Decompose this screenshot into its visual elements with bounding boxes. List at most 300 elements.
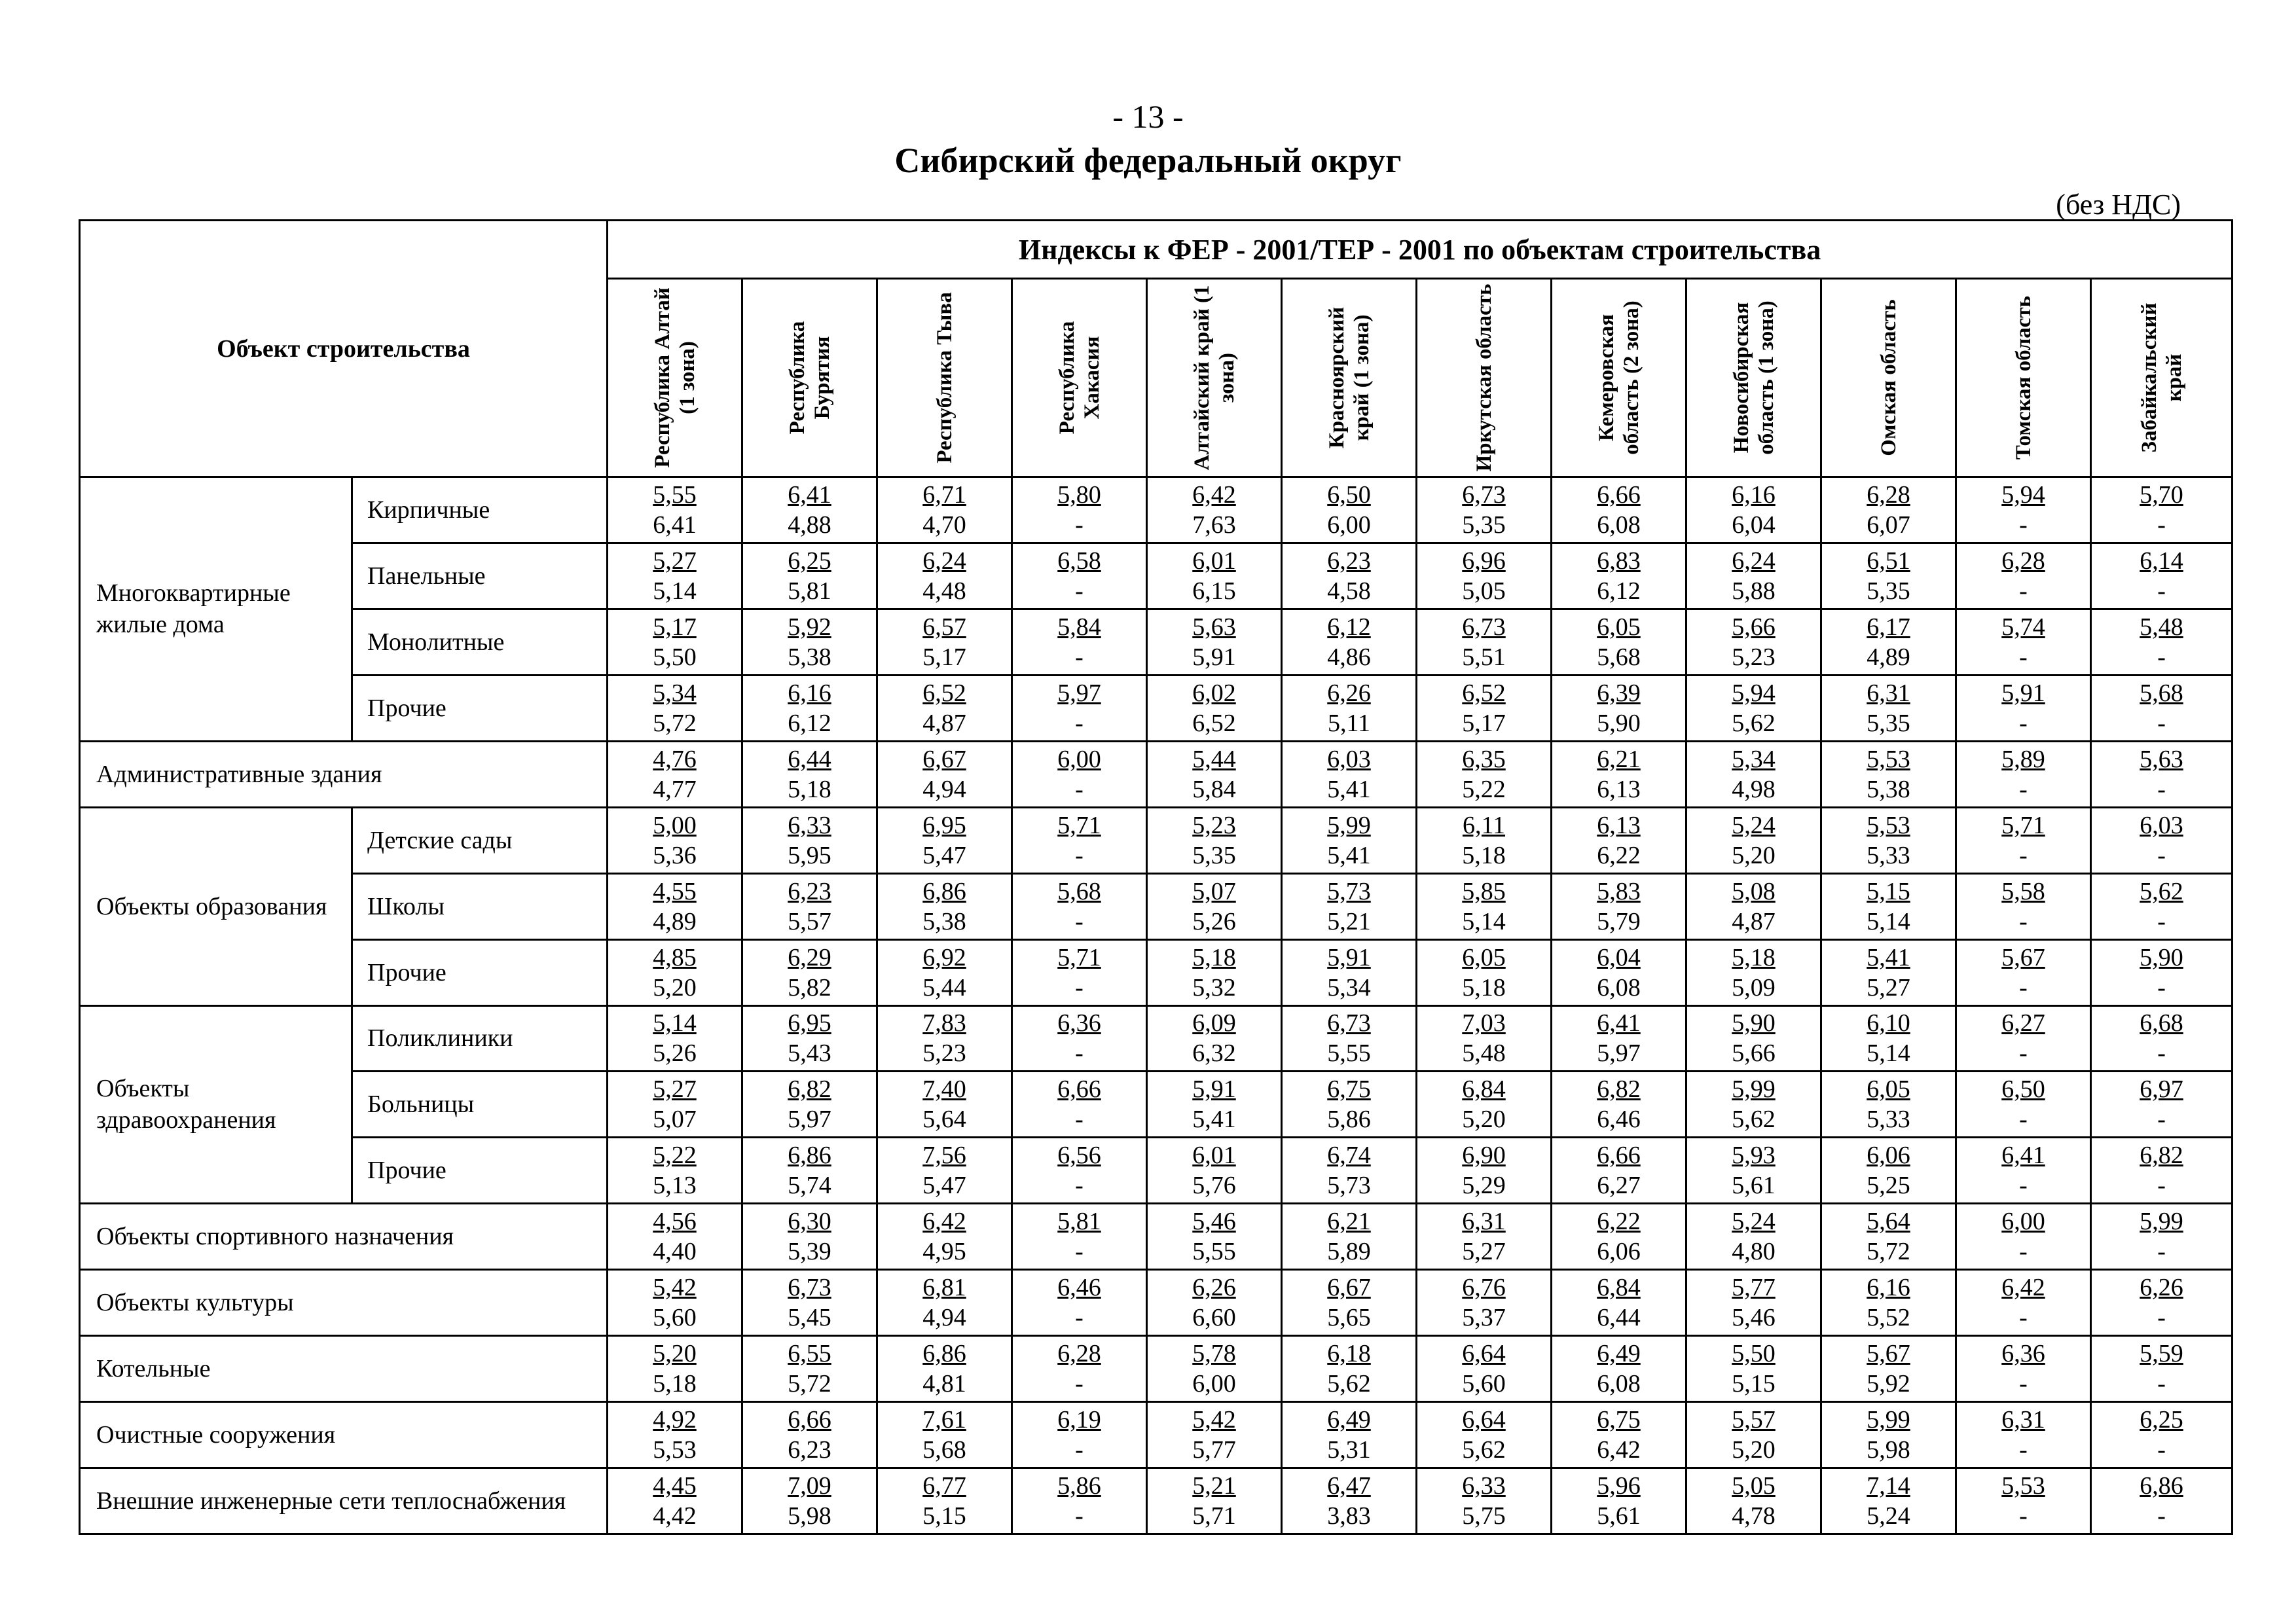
index-value-top: 6,58 [1057, 547, 1101, 575]
index-value-bottom: 5,29 [1462, 1172, 1506, 1200]
index-cell [1012, 609, 1147, 675]
index-value-top: 6,28 [1057, 1340, 1101, 1368]
index-value-bottom: 6,52 [1192, 709, 1236, 737]
index-value-top: 4,92 [653, 1406, 697, 1434]
index-cell [1012, 1072, 1147, 1138]
index-value-top: 5,58 [2001, 877, 2045, 905]
region-label: Алтайский край (1 зона) [1190, 285, 1239, 471]
index-value-bottom: 5,20 [653, 973, 697, 1001]
index-value-bottom: 4,94 [922, 1304, 966, 1332]
index-value-bottom: 4,86 [1327, 643, 1371, 671]
index-value-bottom: 6,22 [1597, 841, 1641, 869]
index-cell [608, 609, 742, 675]
object-label: Объекты культуры [80, 1270, 608, 1336]
region-header [877, 279, 1012, 477]
index-value-bottom: 5,55 [1327, 1039, 1371, 1068]
index-value-bottom: 5,05 [1462, 577, 1506, 605]
index-value-top: 7,83 [922, 1009, 966, 1038]
index-value-bottom: 5,25 [1867, 1172, 1910, 1200]
index-cell [608, 477, 742, 543]
index-value-top: 6,74 [1327, 1142, 1371, 1170]
index-value-bottom: 5,14 [1867, 1039, 1910, 1068]
table-row [80, 609, 2232, 675]
index-cell [1282, 1005, 1417, 1072]
index-value-top: 6,36 [2001, 1340, 2045, 1368]
index-cell [2091, 1138, 2232, 1204]
index-value-bottom: 5,39 [788, 1238, 831, 1266]
index-value-bottom: 5,57 [788, 907, 831, 935]
table-row [80, 939, 2232, 1005]
index-value-top: 5,84 [1057, 613, 1101, 641]
index-value-bottom: 4,42 [653, 1502, 697, 1530]
index-cell [2091, 939, 2232, 1005]
index-value-top: 5,42 [1192, 1406, 1236, 1434]
index-value-top: 6,42 [922, 1208, 966, 1236]
index-value-bottom: - [1075, 1370, 1084, 1398]
index-value-top: 6,73 [1462, 613, 1506, 641]
index-cell [608, 807, 742, 873]
index-cell [1012, 1468, 1147, 1534]
index-cell [2091, 543, 2232, 609]
index-value-bottom: 4,48 [922, 577, 966, 605]
index-value-bottom: 6,13 [1597, 775, 1641, 803]
index-value-bottom: - [2019, 775, 2028, 803]
object-label: Очистные сооружения [80, 1402, 608, 1468]
region-label: Красноярский край (1 зона) [1324, 306, 1374, 449]
index-value-top: 5,64 [1867, 1208, 1910, 1236]
index-value-top: 6,73 [1462, 480, 1506, 509]
index-value-bottom: 4,77 [653, 775, 697, 803]
index-value-top: 5,71 [1057, 943, 1101, 971]
index-value-top: 5,92 [788, 613, 831, 641]
index-cell [608, 741, 742, 807]
index-value-bottom: - [2157, 1436, 2166, 1464]
index-value-top: 5,55 [653, 480, 697, 509]
index-value-bottom: - [2157, 775, 2166, 803]
index-value-top: 5,15 [1867, 877, 1910, 905]
index-cell [1552, 873, 1686, 939]
index-cell [1012, 675, 1147, 741]
index-value-top: 6,64 [1462, 1340, 1506, 1368]
index-value-top: 5,71 [2001, 811, 2045, 839]
index-cell [1956, 477, 2091, 543]
index-value-top: 6,03 [1327, 745, 1371, 773]
index-cell [608, 1005, 742, 1072]
index-value-top: 6,19 [1057, 1406, 1101, 1434]
region-header [1282, 279, 1417, 477]
region-label: Забайкальский край [2137, 302, 2186, 453]
index-value-bottom: 5,95 [788, 841, 831, 869]
index-cell [742, 477, 877, 543]
index-value-top: 6,03 [2140, 811, 2183, 839]
index-cell [1552, 1138, 1686, 1204]
index-value-bottom: 5,72 [788, 1370, 831, 1398]
index-value-bottom: 6,07 [1867, 511, 1910, 539]
index-cell [1552, 1468, 1686, 1534]
index-value-top: 6,17 [1867, 613, 1910, 641]
index-cell [1956, 873, 2091, 939]
index-value-top: 5,80 [1057, 480, 1101, 509]
index-cell [1956, 675, 2091, 741]
index-cell [1956, 807, 2091, 873]
index-cell [877, 939, 1012, 1005]
index-cell [1012, 1005, 1147, 1072]
index-cell [1417, 939, 1552, 1005]
index-cell [1956, 1270, 2091, 1336]
index-value-top: 5,99 [2140, 1208, 2183, 1236]
index-value-bottom: 4,94 [922, 775, 966, 803]
index-value-bottom: 5,72 [1867, 1238, 1910, 1266]
index-value-bottom: - [2019, 1238, 2028, 1266]
region-label: Республика Бурятия [785, 321, 834, 435]
index-value-bottom: 6,04 [1732, 511, 1776, 539]
index-cell [877, 1270, 1012, 1336]
index-value-top: 6,09 [1192, 1009, 1236, 1038]
index-cell [1956, 741, 2091, 807]
index-cell [1821, 1468, 1956, 1534]
index-cell [1417, 807, 1552, 873]
index-value-bottom: 5,37 [1462, 1304, 1506, 1332]
index-cell [1552, 609, 1686, 675]
index-cell [1147, 543, 1282, 609]
index-cell [1956, 609, 2091, 675]
index-value-bottom: 4,58 [1327, 577, 1371, 605]
page-title: Сибирский федеральный округ [894, 141, 1402, 180]
index-value-top: 6,84 [1462, 1075, 1506, 1104]
index-value-top: 5,68 [2140, 679, 2183, 707]
index-value-top: 5,67 [1867, 1340, 1910, 1368]
index-value-top: 6,18 [1327, 1340, 1371, 1368]
index-value-top: 6,28 [1867, 480, 1910, 509]
index-value-bottom: 5,34 [1327, 973, 1371, 1001]
index-value-top: 6,66 [1597, 480, 1641, 509]
index-cell [1417, 1468, 1552, 1534]
index-value-bottom: 5,35 [1867, 577, 1910, 605]
index-cell [877, 1138, 1012, 1204]
index-value-bottom: 5,92 [1867, 1370, 1910, 1398]
index-cell [1012, 1204, 1147, 1270]
index-value-bottom: 5,60 [653, 1304, 697, 1332]
index-value-bottom: 5,43 [788, 1039, 831, 1068]
index-cell [877, 477, 1012, 543]
index-value-top: 6,82 [2140, 1142, 2183, 1170]
index-cell [1147, 1402, 1282, 1468]
index-value-top: 5,00 [653, 811, 697, 839]
index-value-bottom: 5,14 [1462, 907, 1506, 935]
index-value-bottom: 5,18 [788, 775, 831, 803]
index-value-bottom: 6,44 [1597, 1304, 1641, 1332]
index-cell [1282, 1138, 1417, 1204]
index-value-top: 5,96 [1597, 1472, 1641, 1500]
index-value-bottom: - [1075, 1172, 1084, 1200]
index-value-bottom: - [2157, 643, 2166, 671]
index-value-top: 6,00 [2001, 1208, 2045, 1236]
index-value-bottom: 5,41 [1192, 1106, 1236, 1134]
index-value-top: 5,53 [1867, 811, 1910, 839]
index-value-bottom: 5,11 [1327, 709, 1371, 737]
index-value-bottom: 5,15 [1732, 1370, 1776, 1398]
index-value-top: 6,23 [1327, 547, 1371, 575]
index-value-bottom: 5,17 [922, 643, 966, 671]
index-value-top: 6,05 [1867, 1075, 1910, 1104]
index-cell [1012, 873, 1147, 939]
index-cell [1417, 873, 1552, 939]
table-row [80, 873, 2232, 939]
index-value-top: 4,55 [653, 877, 697, 905]
vat-note: (без НДС) [2056, 189, 2181, 221]
index-value-bottom: - [2019, 1502, 2028, 1530]
index-value-bottom: 5,90 [1597, 709, 1641, 737]
index-cell [1147, 675, 1282, 741]
index-cell [1552, 741, 1686, 807]
index-value-top: 6,75 [1327, 1075, 1371, 1104]
index-value-top: 6,21 [1327, 1208, 1371, 1236]
index-cell [2091, 1468, 2232, 1534]
object-header: Объект строительства [80, 221, 608, 477]
index-value-top: 6,51 [1867, 547, 1910, 575]
index-cell [608, 1270, 742, 1336]
index-value-bottom: - [1075, 907, 1084, 935]
index-cell [1012, 1138, 1147, 1204]
index-value-top: 5,85 [1462, 877, 1506, 905]
index-value-bottom: 5,89 [1327, 1238, 1371, 1266]
index-value-top: 5,62 [2140, 877, 2183, 905]
index-value-bottom: 6,06 [1597, 1238, 1641, 1266]
index-value-top: 4,76 [653, 745, 697, 773]
index-cell [1686, 1336, 1821, 1402]
object-group-label: Многоквартирные жилые дома [80, 477, 352, 742]
index-value-bottom: - [2019, 1370, 2028, 1398]
index-value-top: 5,17 [653, 613, 697, 641]
index-cell [2091, 1402, 2232, 1468]
index-value-top: 6,21 [1597, 745, 1641, 773]
index-cell [608, 1072, 742, 1138]
table-row [80, 1204, 2232, 1270]
index-cell [1417, 1005, 1552, 1072]
index-cell [608, 1402, 742, 1468]
index-cell [1552, 1204, 1686, 1270]
index-cell [1417, 675, 1552, 741]
index-value-bottom: 4,40 [653, 1238, 697, 1266]
index-cell [1956, 1468, 2091, 1534]
region-header [1821, 279, 1956, 477]
index-cell [1417, 1402, 1552, 1468]
index-value-top: 6,66 [1057, 1075, 1101, 1104]
index-value-bottom: 6,42 [1597, 1436, 1641, 1464]
object-label: Котельные [80, 1336, 608, 1402]
index-cell [1147, 939, 1282, 1005]
index-value-bottom: 5,88 [1732, 577, 1776, 605]
index-value-top: 7,40 [922, 1075, 966, 1104]
index-cell [1956, 1138, 2091, 1204]
index-cell [1686, 477, 1821, 543]
index-value-bottom: 5,98 [1867, 1436, 1910, 1464]
table-row [80, 1468, 2232, 1534]
index-header: Индексы к ФЕР - 2001/ТЕР - 2001 по объектам строительства [608, 221, 2232, 279]
index-value-bottom: - [1075, 775, 1084, 803]
index-cell [1012, 1402, 1147, 1468]
index-cell [1147, 477, 1282, 543]
index-value-bottom: 5,53 [653, 1436, 697, 1464]
index-cell [877, 741, 1012, 807]
index-value-bottom: 4,80 [1732, 1238, 1776, 1266]
index-value-bottom: - [2157, 709, 2166, 737]
object-group-label: Объекты здравоохранения [80, 1005, 352, 1204]
index-value-bottom: 5,35 [1192, 841, 1236, 869]
index-value-top: 5,63 [1192, 613, 1236, 641]
index-value-bottom: 4,87 [1732, 907, 1776, 935]
index-value-bottom: - [2157, 841, 2166, 869]
index-cell [1686, 1138, 1821, 1204]
index-cell [1282, 741, 1417, 807]
index-value-bottom: 5,98 [788, 1502, 831, 1530]
index-value-bottom: 5,97 [788, 1106, 831, 1134]
index-value-bottom: 5,35 [1867, 709, 1910, 737]
index-value-top: 5,71 [1057, 811, 1101, 839]
index-value-bottom: 5,26 [653, 1039, 697, 1068]
index-cell [2091, 1270, 2232, 1336]
index-value-bottom: 5,86 [1327, 1106, 1371, 1134]
index-value-bottom: 5,15 [922, 1502, 966, 1530]
object-subtype-label: Монолитные [352, 609, 608, 675]
index-cell [1956, 543, 2091, 609]
index-cell [1147, 741, 1282, 807]
index-value-top: 6,23 [788, 877, 831, 905]
index-value-top: 6,66 [788, 1406, 831, 1434]
index-value-bottom: 4,78 [1732, 1502, 1776, 1530]
index-value-top: 6,16 [1732, 480, 1776, 509]
region-label: Омская область [1876, 299, 1901, 456]
region-header [1417, 279, 1552, 477]
index-value-top: 6,68 [2140, 1009, 2183, 1038]
index-value-bottom: 5,41 [1327, 841, 1371, 869]
index-value-top: 5,63 [2140, 745, 2183, 773]
index-cell [1686, 1402, 1821, 1468]
index-cell [1821, 1270, 1956, 1336]
index-value-top: 6,25 [788, 547, 831, 575]
index-value-bottom: 5,61 [1597, 1502, 1641, 1530]
index-value-top: 5,27 [653, 547, 697, 575]
index-cell [1552, 1005, 1686, 1072]
index-cell [2091, 609, 2232, 675]
index-value-top: 5,57 [1732, 1406, 1776, 1434]
index-value-top: 5,34 [1732, 745, 1776, 773]
index-cell [1282, 543, 1417, 609]
index-value-top: 5,91 [1327, 943, 1371, 971]
index-value-top: 6,26 [1192, 1274, 1236, 1302]
index-cell [1552, 939, 1686, 1005]
index-value-top: 6,86 [922, 877, 966, 905]
index-value-bottom: - [2157, 1502, 2166, 1530]
index-value-top: 6,00 [1057, 745, 1101, 773]
table-row [80, 1005, 2232, 1072]
index-cell [1147, 1336, 1282, 1402]
index-cell [2091, 1005, 2232, 1072]
index-value-top: 6,95 [788, 1009, 831, 1038]
index-value-top: 6,36 [1057, 1009, 1101, 1038]
index-value-bottom: - [1075, 1436, 1084, 1464]
index-value-bottom: 6,00 [1327, 511, 1371, 539]
index-value-top: 6,84 [1597, 1274, 1641, 1302]
index-cell [1686, 1072, 1821, 1138]
index-value-top: 6,73 [1327, 1009, 1371, 1038]
index-cell [1147, 873, 1282, 939]
index-cell [1686, 1005, 1821, 1072]
index-cell [1147, 1005, 1282, 1072]
index-cell [2091, 1336, 2232, 1402]
index-value-bottom: 6,41 [653, 511, 697, 539]
index-cell [1417, 543, 1552, 609]
index-value-bottom: 5,48 [1462, 1039, 1506, 1068]
index-value-top: 6,83 [1597, 547, 1641, 575]
index-value-bottom: - [2019, 973, 2028, 1001]
index-value-bottom: 5,14 [1867, 907, 1910, 935]
index-value-bottom: 4,87 [922, 709, 966, 737]
index-value-bottom: - [1075, 1039, 1084, 1068]
index-cell [1956, 1402, 2091, 1468]
index-cell [742, 939, 877, 1005]
index-value-top: 7,56 [922, 1142, 966, 1170]
index-value-top: 5,53 [1867, 745, 1910, 773]
index-cell [1282, 609, 1417, 675]
index-value-bottom: - [1075, 1502, 1084, 1530]
object-subtype-label: Панельные [352, 543, 608, 609]
index-value-top: 6,73 [788, 1274, 831, 1302]
index-value-bottom: 5,71 [1192, 1502, 1236, 1530]
index-cell [1956, 1072, 2091, 1138]
index-cell [742, 1072, 877, 1138]
index-value-top: 6,50 [2001, 1075, 2045, 1104]
index-value-top: 6,12 [1327, 613, 1371, 641]
index-value-top: 6,05 [1462, 943, 1506, 971]
index-cell [1821, 543, 1956, 609]
index-value-top: 6,24 [1732, 547, 1776, 575]
index-value-bottom: 5,18 [1462, 973, 1506, 1001]
index-cell [2091, 675, 2232, 741]
object-subtype-label: Кирпичные [352, 477, 608, 543]
index-cell [1552, 543, 1686, 609]
index-value-bottom: 5,55 [1192, 1238, 1236, 1266]
index-value-bottom: 5,18 [1462, 841, 1506, 869]
index-value-top: 7,03 [1462, 1009, 1506, 1038]
object-subtype-label: Детские сады [352, 807, 608, 873]
index-cell [2091, 807, 2232, 873]
index-cell [1686, 939, 1821, 1005]
index-cell [742, 1336, 877, 1402]
index-value-top: 5,91 [1192, 1075, 1236, 1104]
object-subtype-label: Прочие [352, 939, 608, 1005]
index-cell [608, 543, 742, 609]
index-cell [1821, 873, 1956, 939]
index-value-top: 5,83 [1597, 877, 1641, 905]
index-cell [1012, 741, 1147, 807]
index-value-bottom: 5,38 [1867, 775, 1910, 803]
index-value-top: 6,49 [1597, 1340, 1641, 1368]
index-cell [2091, 1204, 2232, 1270]
index-cell [1821, 1336, 1956, 1402]
index-value-top: 6,28 [2001, 547, 2045, 575]
index-value-top: 6,41 [1597, 1009, 1641, 1038]
index-value-bottom: 5,17 [1462, 709, 1506, 737]
index-value-bottom: 4,95 [922, 1238, 966, 1266]
index-cell [1821, 807, 1956, 873]
index-value-bottom: 5,23 [922, 1039, 966, 1068]
index-value-top: 5,24 [1732, 811, 1776, 839]
index-value-top: 6,76 [1462, 1274, 1506, 1302]
index-value-bottom: 5,31 [1327, 1436, 1371, 1464]
index-cell [1686, 807, 1821, 873]
index-value-top: 5,93 [1732, 1142, 1776, 1170]
